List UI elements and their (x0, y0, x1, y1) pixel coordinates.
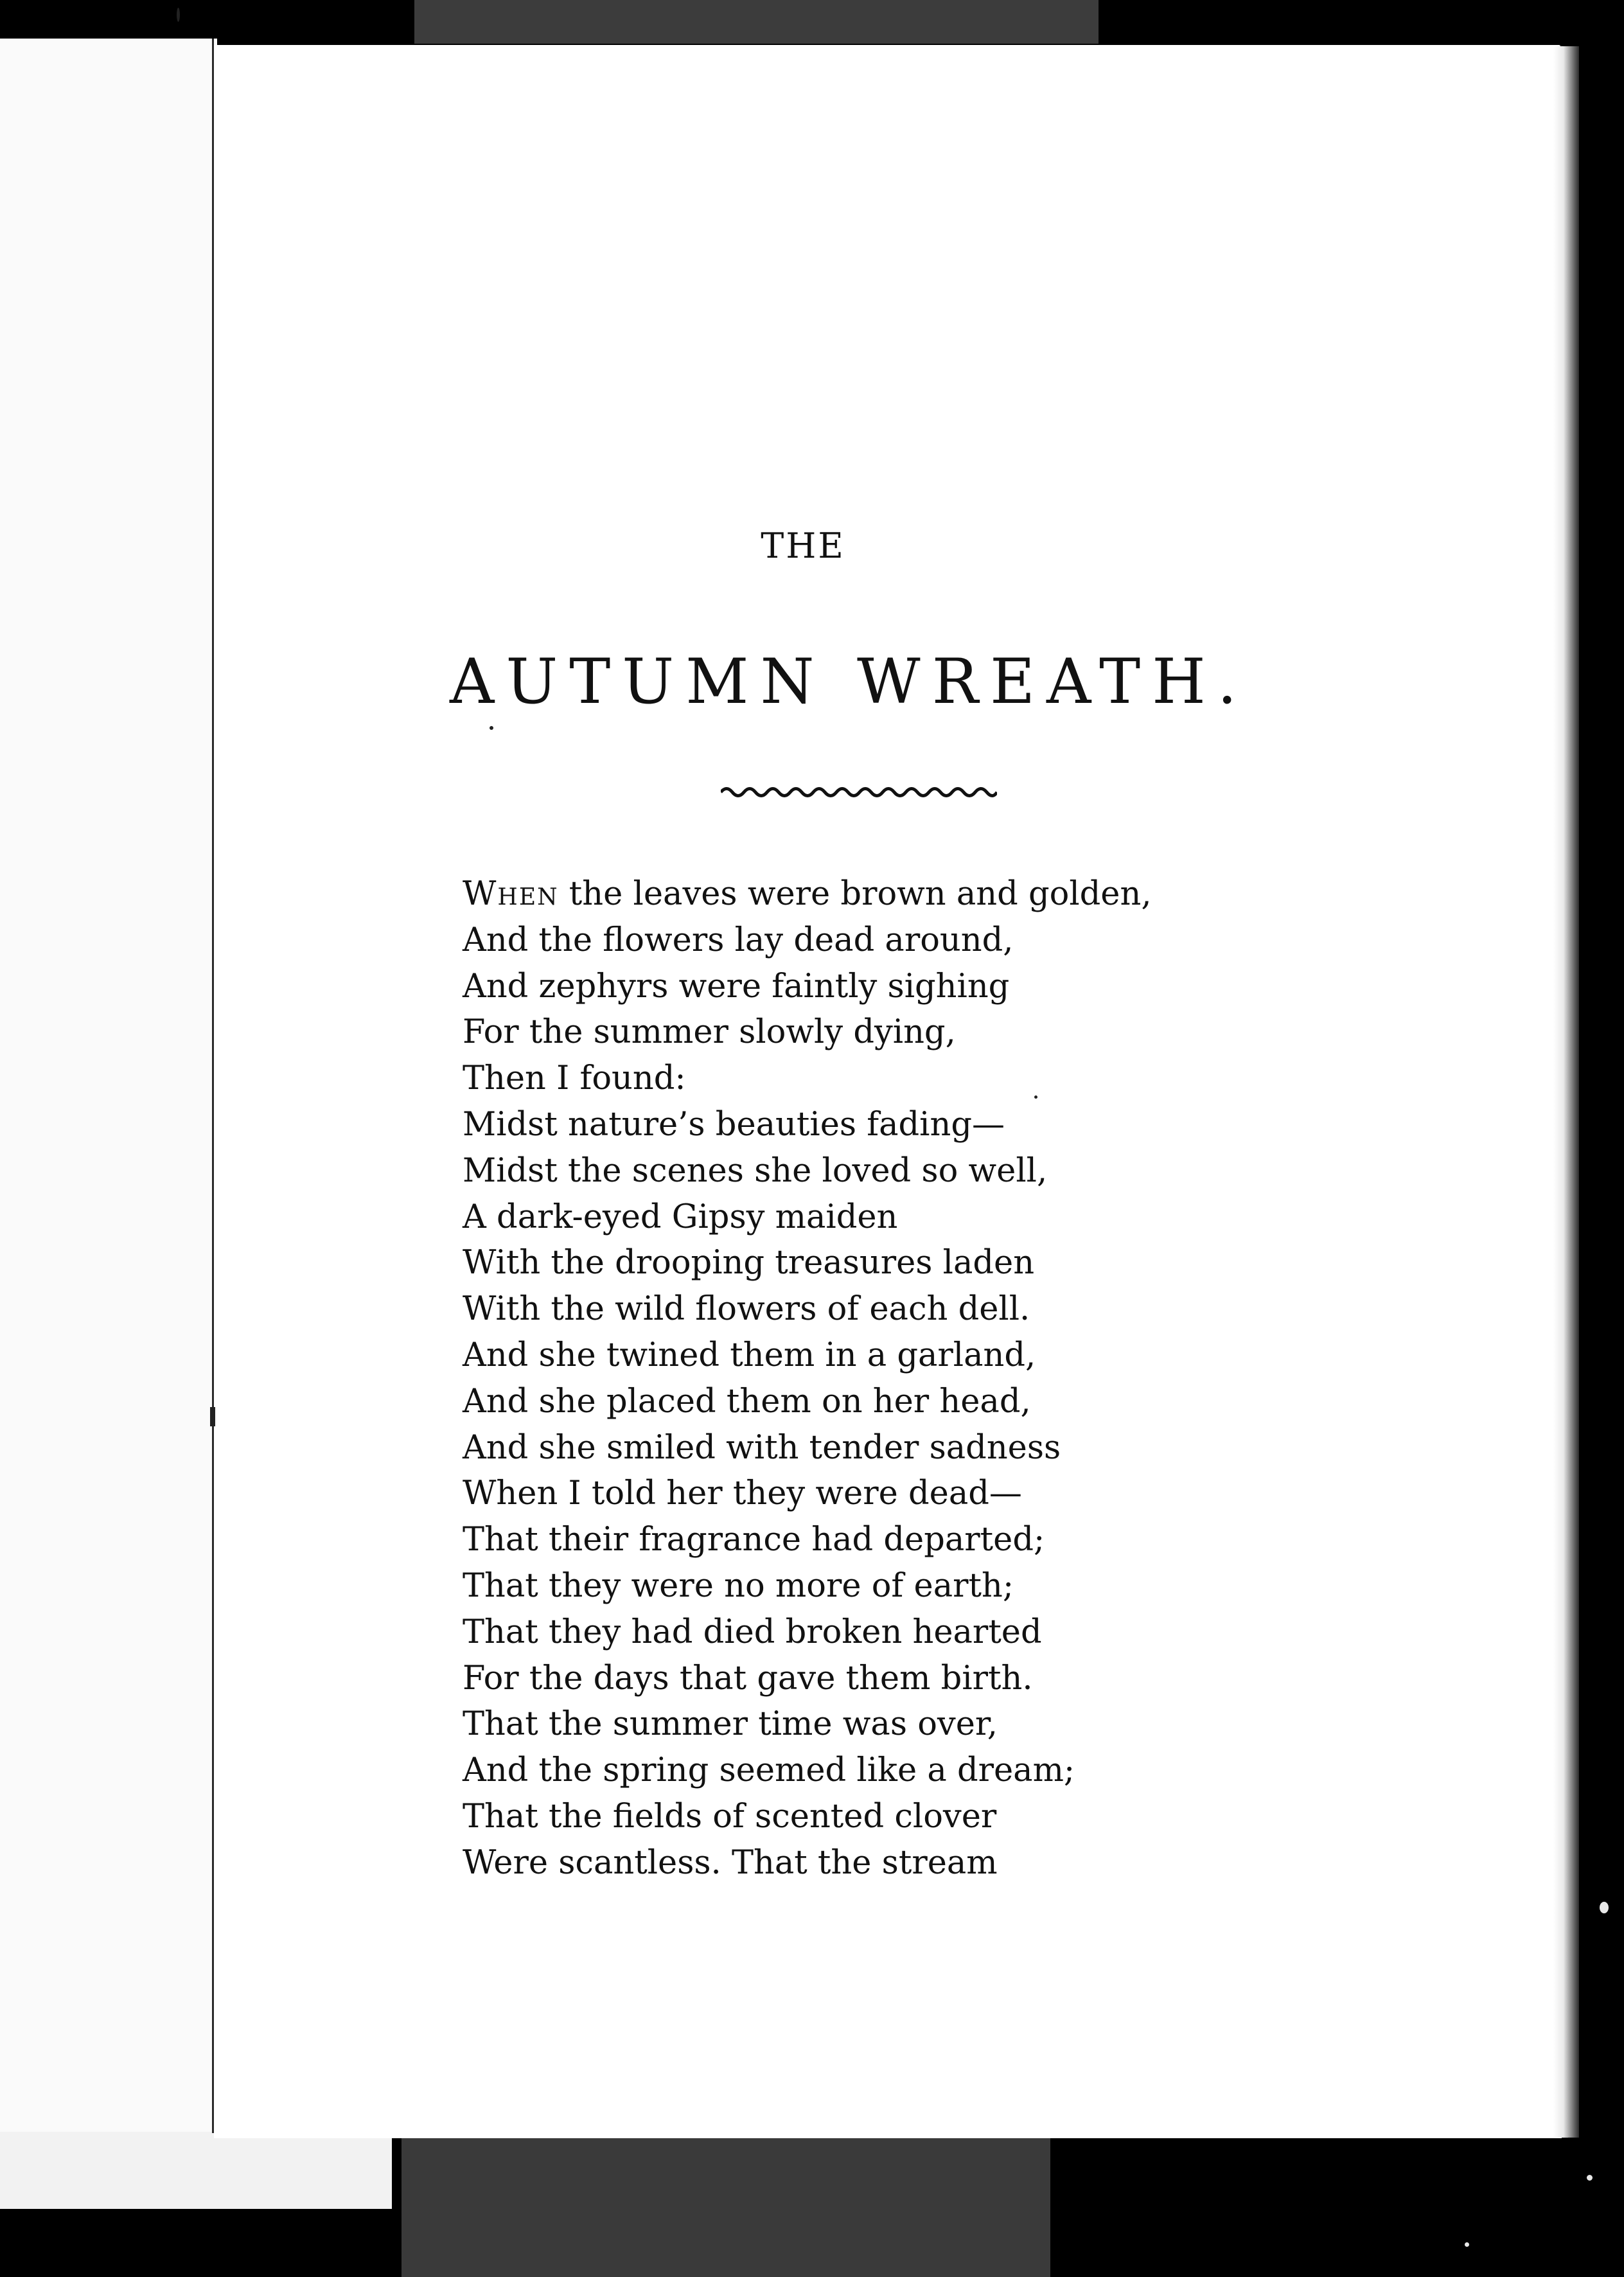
poem-line: That the fields of scented clover (463, 1797, 997, 1836)
poem-line-text: the leaves were brown and golden, (558, 875, 1152, 913)
poem-line: When I told her they were dead— (463, 1475, 1022, 1513)
poem-line: With the wild flowers of each dell. (463, 1290, 1030, 1329)
poem-line: For the summer slowly dying, (463, 1013, 956, 1052)
left-facing-leaf (0, 39, 217, 2133)
scan-border-top (414, 0, 1099, 44)
poem-line: Were scantless. That the stream (463, 1843, 998, 1882)
poem-line: A dark-eyed Gipsy maiden (463, 1198, 898, 1236)
poem-line: And she twined them in a garland, (463, 1336, 1036, 1374)
poem-line: And the flowers lay dead around, (463, 921, 1014, 959)
poem-line: Then I found: (463, 1059, 686, 1098)
left-leaf-bottom-edge (0, 2132, 392, 2209)
poem-line (463, 871, 1555, 917)
poem-line: Midst nature’s beauties fading— (463, 1105, 1005, 1144)
poem-line: With the drooping treasures laden (463, 1244, 1035, 1282)
page-title: AUTUMN WREATH. (450, 646, 1249, 718)
wavy-rule-ornament (721, 783, 997, 802)
poem-first-word: When (463, 875, 559, 913)
edge-speck (1465, 2242, 1469, 2247)
ink-speck (490, 726, 493, 730)
poem-line: And the spring seemed like a dream; (463, 1751, 1075, 1790)
page-fore-edge (1553, 46, 1579, 2138)
poem-line: That their fragrance had departed; (463, 1521, 1045, 1559)
poem-line: And zephyrs were faintly sighing (463, 967, 1010, 1006)
poem-line: That they had died broken hearted (463, 1613, 1042, 1651)
title-the: THE (761, 526, 845, 566)
edge-speck (1587, 2175, 1593, 2181)
poem-line: That the summer time was over, (463, 1705, 998, 1744)
ink-speck (177, 8, 180, 22)
poem-line: Midst the scenes she loved so well, (463, 1151, 1048, 1190)
scan-border-bottom (402, 2132, 1050, 2277)
gutter-mark (210, 1407, 215, 1426)
poem-line: That they were no more of earth; (463, 1566, 1014, 1605)
poem-line: For the days that gave them birth. (463, 1659, 1033, 1697)
poem-line: And she placed them on her head, (463, 1382, 1031, 1421)
poem-text (463, 871, 1555, 1886)
edge-speck (1600, 1902, 1609, 1913)
poem-line: And she smiled with tender sadness (463, 1428, 1061, 1467)
